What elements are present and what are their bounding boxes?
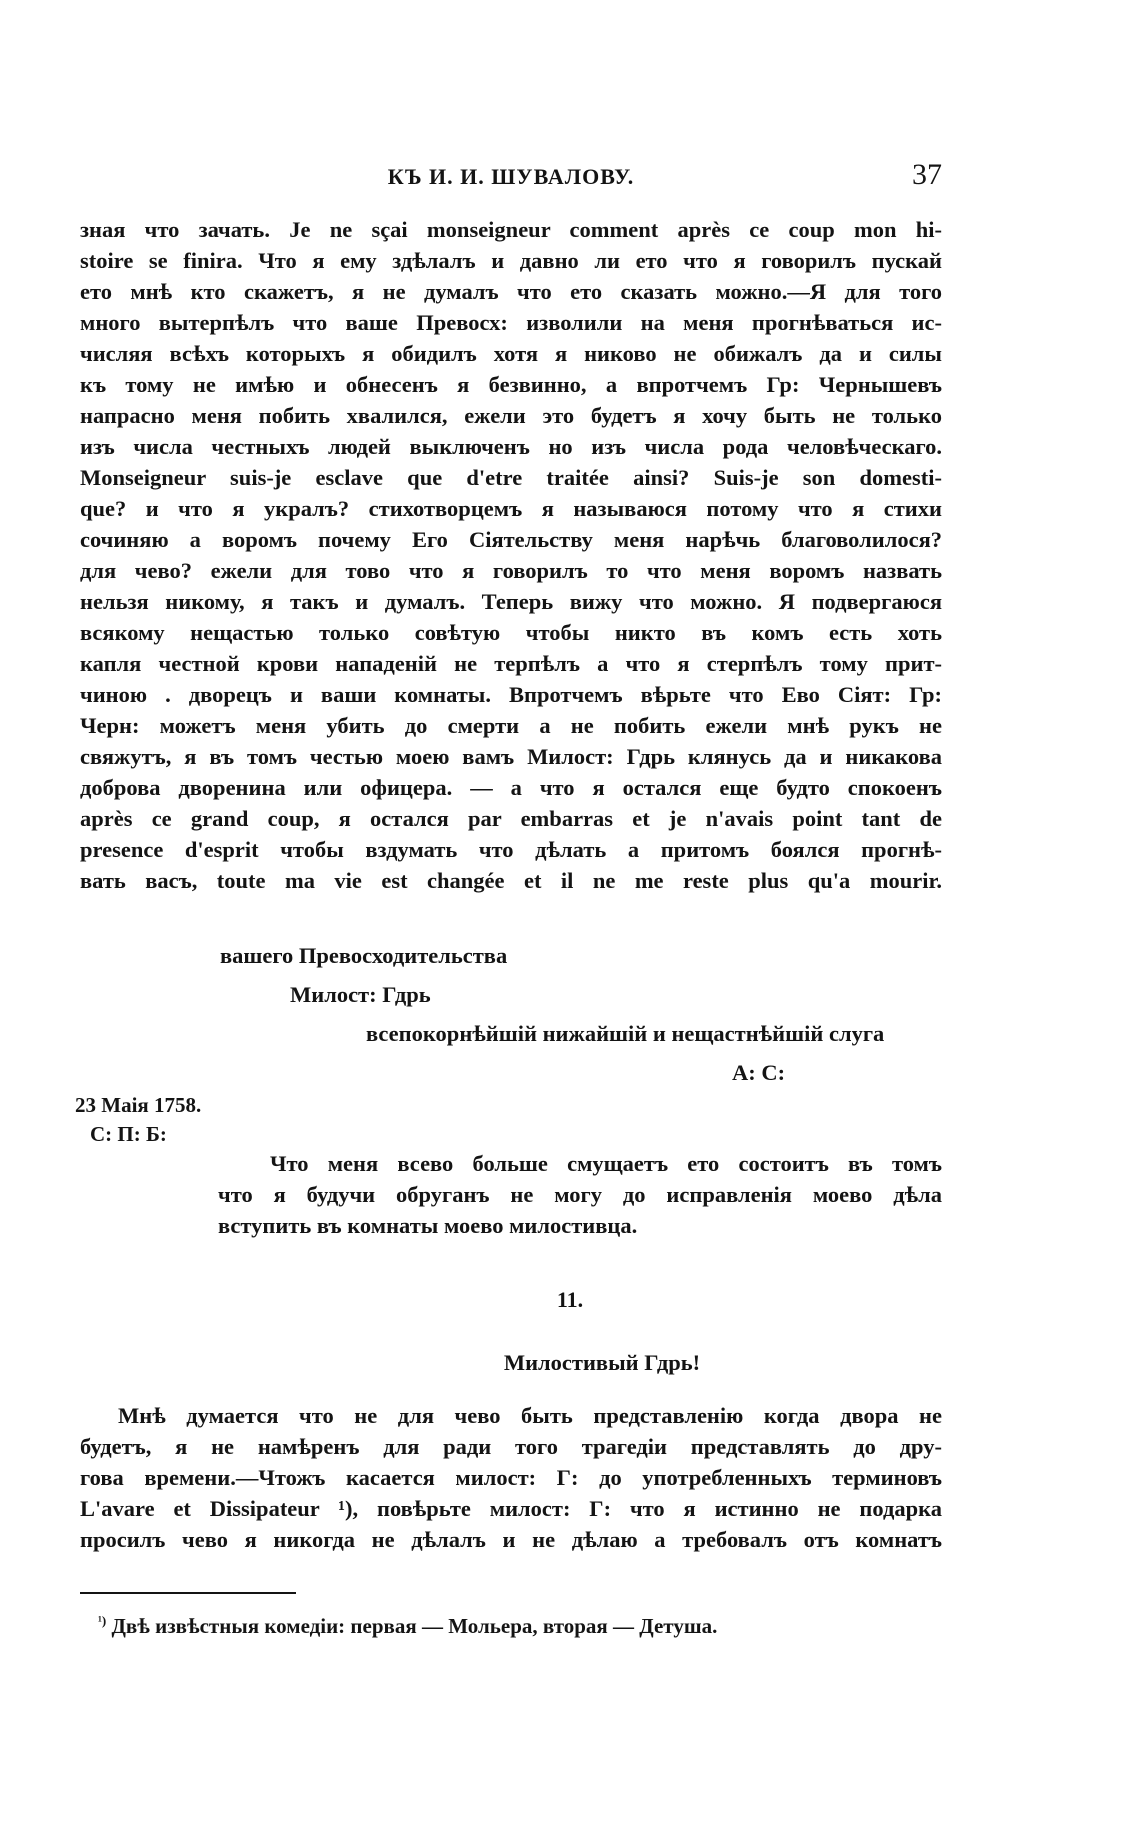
text-line: просилъ чево я никогда не дѣлалъ и не дѣлаю а требовалъ отъ комнатъ [80,1527,942,1552]
text-line: доброва дворенина или офицера. — а что я остался еще будто спокоенъ [80,775,942,800]
text-line: ето мнѣ кто скажетъ, я не думалъ что ето сказать можно.—Я для того [80,279,942,304]
text-line: капля честной крови нападеній не терпѣлъ а что я стерпѣлъ тому прит- [80,651,942,676]
closing-address: Милост: Гдрь [290,982,431,1007]
text-line: сочиняю а воромъ почему Его Сіятельству меня нарѣчь благоволилося? [80,527,942,552]
text-line: L'avare et Dissipateur ¹), повѣрьте милост: Г: что я истинно не подарка [80,1496,942,1521]
footnote-divider [80,1592,296,1594]
letter-date: 23 Маія 1758. [75,1093,202,1117]
text-line: stoire se finira. Что я ему здѣлалъ и давно ли ето что я говорилъ пускай [80,248,942,273]
letter-number: 11. [556,1287,584,1312]
letter-place: С: П: Б: [90,1122,167,1146]
footnote-text: Двѣ извѣстныя комедіи: первая — Мольера, вторая — Детуша. [111,1614,718,1638]
text-line: что я будучи обруганъ не могу до исправленія моево дѣла [218,1182,942,1207]
signature-initials: А: С: [732,1060,786,1085]
text-line: гова времени.—Чтожъ касается милост: Г: до употребленныхъ терминовъ [80,1465,942,1490]
text-line: числяя всѣхъ которыхъ я обидилъ хотя я никово не обижалъ да и силы [80,341,942,366]
text-line: много вытерпѣлъ что ваше Превосх: изволили на меня прогнѣватьcя ис- [80,310,942,335]
footnote [98,1614,717,1639]
closing-servant: всепокорнѣйшій нижайшій и нещастнѣйшій слуга [366,1021,885,1046]
footnote-marker: ¹) [98,1613,107,1628]
closing-formula: вашего Превосходительства [220,943,508,968]
text-line: presence d'esprit чтобы вздумать что дѣлать а притомъ боялся прогнѣ- [80,837,942,862]
text-line: вступить въ комнаты моево милостивца. [218,1213,638,1238]
text-line: après ce grand coup, я остался par embarras et je n'avais point tant de [80,806,942,831]
text-line: къ тому не имѣю и обнесенъ я безвинно, а впротчемъ Гр: Чернышевъ [80,372,942,397]
text-line: изъ числа честныхъ людей выключенъ но изъ числа рода человѣческаго. [80,434,942,459]
text-line: чиною . дворецъ и ваши комнаты. Впротчемъ вѣрьте что Ево Сіят: Гр: [80,682,942,707]
text-line: нельзя никому, я такъ и думалъ. Теперь вижу что можно. Я подвергаюся [80,589,942,614]
salutation: Милостивый Гдрь! [503,1350,701,1375]
text-line: всякому нещастью только совѣтую чтобы никто въ комъ есть хоть [80,620,942,645]
letter-2-body [80,1400,942,1555]
text-line: для чево? ежели для тово что я говорилъ то что меня воромъ назвать [80,558,942,583]
text-line: Мнѣ думается что не для чево быть представленію когда двора не [118,1403,942,1428]
running-head [80,158,942,198]
text-line: Monseigneur suis-je esclave que d'etre traitée ainsi? Suis-je son domesti- [80,465,942,490]
text-line: свяжутъ, я въ томъ честью моею вамъ Милост: Гдрь клянусь да и никакова [80,744,942,769]
text-line: Черн: можетъ меня убить до смерти а не побить ежели мнѣ рукъ не [80,713,942,738]
running-title: КЪ И. И. ШУВАЛОВУ. [387,164,635,189]
text-line: Что меня всево больше смущаетъ ето состоитъ въ томъ [270,1151,942,1176]
text-line: зная что зачать. Je ne sçai monseigneur comment après ce coup mon hi- [80,217,942,242]
text-line: будетъ, я не намѣренъ для ради того трагедіи представлять до дру- [80,1434,942,1459]
letter-1-body [80,214,942,896]
postscript [218,1148,942,1241]
text-line: напрасно меня побить хвалился, ежели это будетъ я хочу быть не только [80,403,942,428]
text-line: вать васъ, toute ma vie est changée et il ne me reste plus qu'a mourir. [80,868,942,893]
page-number: 37 [912,158,942,191]
text-line: que? и что я укралъ? стихотворцемъ я называюся потому что я стихи [80,496,942,521]
